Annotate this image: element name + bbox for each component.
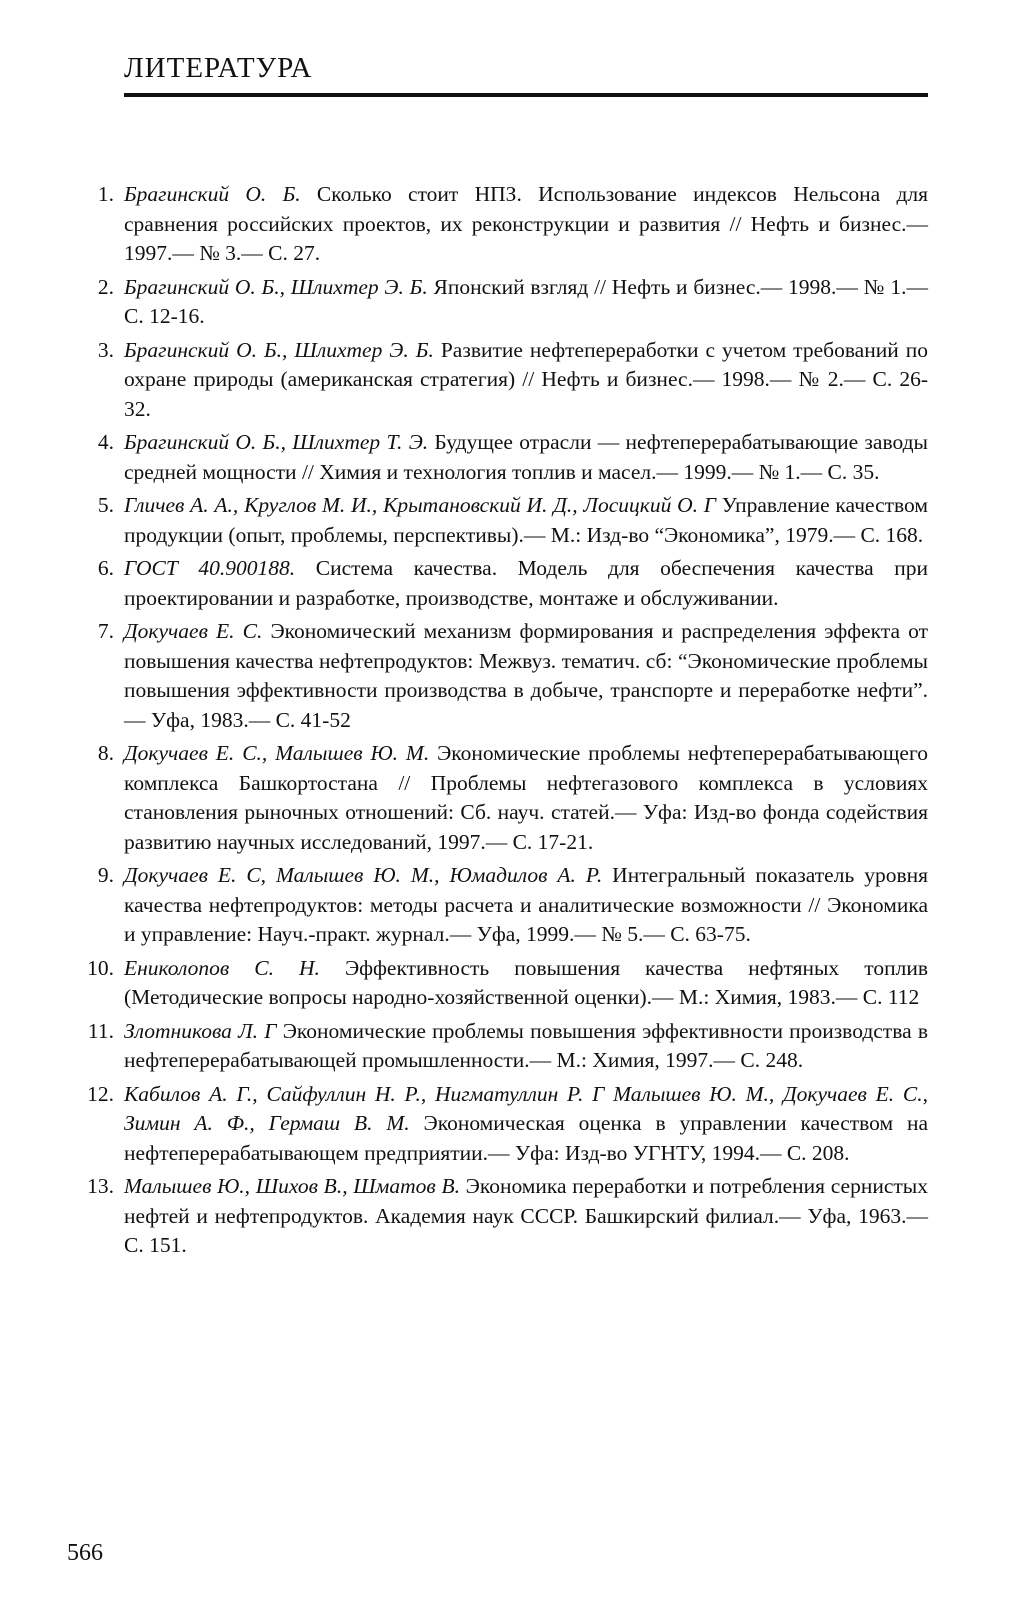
reference-number: 11. [87,1018,114,1043]
reference-text: Развитие нефтепереработки с учетом требований по охране природы (американская стратегия) // Нефть и бизнес.— 1998.— № 2.— С. 26-32. [124,337,928,421]
reference-text: Экономика переработки и потребления сернистых нефтей и нефтепродуктов. Академия наук СССР. Башкирский филиал.— Уфа, 1963.— С. 151. [124,1174,928,1257]
reference-authors: Ениколопов С. Н. [124,955,320,980]
reference-text: Система качества. Модель для обеспечения качества при проектировании и разработке, производстве, монтаже и обслуживании. [124,556,928,610]
reference-authors: Брагинский О. Б. [124,182,301,206]
reference-number: 6. [97,556,114,580]
reference-item-10 [87,954,928,1013]
reference-item-2 [97,273,928,332]
reference-item-12 [87,1080,928,1169]
reference-number: 7. [97,619,114,643]
reference-list [87,180,929,1265]
reference-number: 5. [97,493,114,517]
reference-item-9 [97,861,928,950]
reference-authors: Брагинский О. Б., Шлихтер Т. Э. [124,430,429,454]
reference-text: Будущее отрасли — нефтеперерабатывающие заводы средней мощности // Химия и технология топлив и масел.— 1999.— № 1.— С. 35. [124,430,928,484]
reference-item-13 [87,1172,928,1261]
reference-number: 8. [97,741,114,765]
reference-number: 13. [87,1174,114,1198]
reference-number: 10. [87,955,114,980]
reference-item-5 [97,491,928,550]
reference-number: 1. [97,182,114,206]
reference-text: Управление качеством продукции (опыт, проблемы, перспективы).— М.: Изд-во “Экономика”, 1979.— С. 168. [124,493,928,547]
reference-text: Экономический механизм формирования и распределения эффекта от повышения качества нефтепродуктов: Межвуз. тематич. сб: “Экономические проблемы повышения эффективности производства в добыче, транспорте и переработке нефти”.— Уфа, 1983.— С. 41-52 [124,619,928,732]
reference-text: Экономические проблемы повышения эффективности производства в нефтеперерабатывающей промышленности.— М.: Химия, 1997.— С. 248. [124,1018,928,1072]
reference-authors: ГОСТ 40.900188. [124,556,296,580]
reference-authors: Докучаев Е. С, Малышев Ю. М., Юмадилов А. Р. [124,863,603,887]
reference-number: 3. [97,337,114,362]
page-title: ЛИТЕРАТУРА [124,52,313,84]
title-rule [124,93,928,97]
page-number: 566 [67,1540,103,1566]
reference-text: Эффективность повышения качества нефтяных топлив (Методические вопросы народно-хозяйственной оценки).— М.: Химия, 1983.— С. 112 [124,955,928,1009]
reference-text: Интегральный показатель уровня качества нефтепродуктов: методы расчета и аналитические возможности // Экономика и управление: Науч.-практ. журнал.— Уфа, 1999.— № 5.— С. 63-75. [124,863,928,946]
reference-authors: Малышев Ю., Шихов В., Шматов В. [124,1174,460,1198]
reference-item-7 [97,617,928,735]
reference-authors: Брагинский О. Б., Шлихтер Э. Б. [124,337,434,362]
reference-item-3 [97,336,928,425]
reference-number: 2. [97,274,114,299]
reference-authors: Брагинский О. Б., Шлихтер Э. Б. [124,274,428,299]
reference-text: Экономическая оценка в управлении качеством на нефтеперерабатывающем предприятии.— Уфа: Изд-во УГНТУ, 1994.— С. 208. [124,1111,928,1165]
reference-authors: Кабилов А. Г., Сайфуллин Н. Р., Нигматуллин Р. Г Малышев Ю. М., Докучаев Е. С., Зимин А. Ф., Гермаш В. М. [124,1081,928,1135]
reference-item-8 [97,739,928,857]
reference-authors: Гличев А. А., Круглов М. И., Крытановский И. Д., Лосицкий О. Г [124,493,717,517]
reference-item-1 [97,180,929,269]
reference-item-6 [97,554,928,613]
reference-text: Японский взгляд // Нефть и бизнес.— 1998.— № 1.— С. 12-16. [124,274,928,328]
reference-text: Сколько стоит НПЗ. Использование индексов Нельсона для сравнения российских проектов, их реконструкции и развития // Нефть и бизнес.— 1997.— № 3.— С. 27. [124,182,929,265]
reference-authors: Докучаев Е. С., Малышев Ю. М. [124,741,430,765]
reference-authors: Докучаев Е. С. [124,619,263,643]
reference-number: 9. [97,863,114,887]
reference-text: Экономические проблемы нефтеперерабатывающего комплекса Башкортостана // Проблемы нефтегазового комплекса в условиях становления рыночных отношений: Сб. науч. статей.— Уфа: Изд-во фонда содействия развитию научных исследований, 1997.— С. 17-21. [124,741,928,854]
reference-item-4 [97,428,928,487]
reference-number: 4. [97,430,114,454]
reference-authors: Злотникова Л. Г [124,1018,277,1043]
reference-number: 12. [87,1081,114,1106]
reference-item-11 [87,1017,928,1076]
